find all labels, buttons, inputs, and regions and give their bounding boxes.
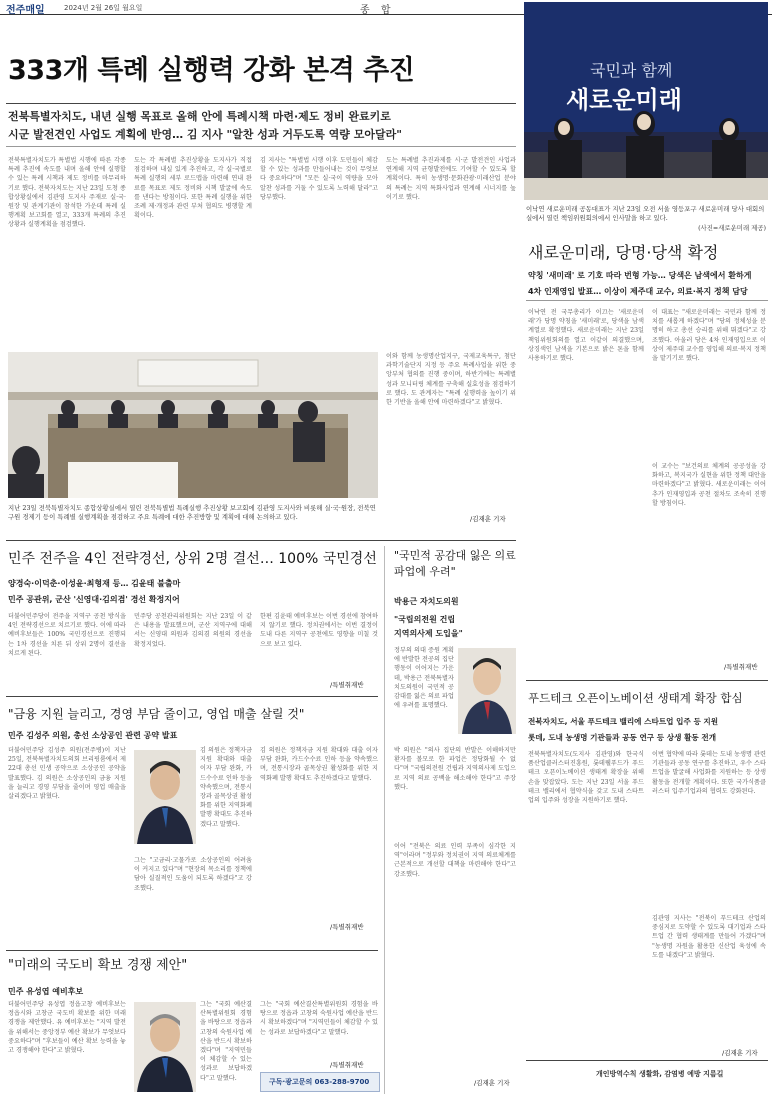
kim-body-col-2: 김 의원은 정책자금 지원 확대와 대출 이자 부담 완화, 카드수수료 인하 등을 약속했으며, 전통시장과 골목상권 활성화를 위한 지역화폐 발행 확대도 추진하겠다고 말했다. — [200, 747, 252, 828]
subscription-ad-text: 구독·광고문의 063-288-9700 — [269, 1078, 370, 1086]
portrait-image — [134, 750, 196, 844]
lead-headline: 333개 특례 실행력 강화 본격 추진 — [8, 55, 415, 86]
party-body-col-2: 이 대표는 "새로운미래는 국민과 함께 정치를 새롭게 하겠다"며 "당의 정체성을 분명히 하고 총선 승리를 위해 뛰겠다"고 강조했다. 아울러 당은 4차 인재영입으로 이상이 제주대 교수를 영입해 의료·복지 정책을 맡기기로 했다. — [652, 309, 766, 363]
future-body-col-2: 그는 "국회 예산결산특별위원회 경험을 바탕으로 정읍과 고창의 숙원사업 예산을 반드시 확보하겠다"며 "지역민들이 체감할 수 있는 성과로 보답하겠다"고 말했다. — [200, 1001, 252, 1082]
jeonju-names: 양경숙·이덕춘·이성윤·최형재 등… 김윤태 불출마 — [8, 579, 181, 588]
future-body-col-3: 그는 "국회 예산결산특별위원회 경험을 바탕으로 정읍과 고창의 숙원사업 예산을 반드시 확보하겠다"며 "지역민들이 체감할 수 있는 성과로 보답하겠다"고 말했다. — [260, 1001, 378, 1036]
divider — [526, 300, 768, 301]
foodtech-body-col-1: 전북특별자치도(도지사 김관영)와 한국식품산업클러스터진흥원, 롯데웰푸드가 푸드테크 오픈이노베이션 생태계 확장을 위해 손을 맞잡았다. 도는 지난 23일 서울 푸드테크 밸리에서 협약식을 갖고 도내 스타트업의 입주와 성장을 지원하기로 했다. — [528, 751, 644, 805]
party-subhead-1: 약칭 '새미래' 로 기호 따라 번형 가능… 당색은 남색에서 환하게 — [528, 271, 752, 280]
section-name: 종 합 — [360, 5, 395, 16]
lead-body-col-2: 도는 각 특례별 추진상황을 도지사가 직접 점검하며 내실 있게 추진하고, 각 실·국별로 특례 실행의 세부 로드맵을 마련해 연내 완료를 목표로 제도 정비와 시책 발굴에 속도를 낸다는 방침이다. 또한 특례 실행을 위한 조례 제·개정과 관련 부처 협의도 병행할 계획이다. — [134, 157, 252, 220]
jeonju-headline: 민주 전주을 4인 전략경선, 상위 2명 결선… 100% 국민경선 — [8, 551, 377, 567]
portrait-image — [458, 648, 516, 734]
future-body-col-1: 더불어민주당 유성엽 정읍고창 예비후보는 정읍시와 고창군 국도비 확보를 위한 미래 경쟁을 제안했다. 유 예비후보는 "지역 발전을 위해서는 중앙정부 예산 확보가 무엇보다 중요하다"며 "후보들이 예산 확보 능력을 놓고 경쟁해야 한다"고 밝혔다. — [8, 1001, 126, 1055]
jeonju-body-col-2: 민주당 공천관리위원회는 지난 23일 이 같은 내용을 발표했으며, 군산 지역구에 대해서는 신영대 의원과 김의겸 의원의 경선을 확정지었다. — [134, 613, 252, 648]
divider — [6, 950, 378, 951]
divider — [526, 680, 768, 681]
future-sub: 민주 유성엽 예비후보 — [8, 987, 84, 996]
kim-body-col-1: 더불어민주당 김성주 의원(전주병)이 지난 25일, 전북특별자치도의회 브리핑룸에서 제22대 총선 민생 공약으로 소상공인 공약을 발표했다. 김 의원은 소상공인의 금융 지원을 늘리고 경영 부담을 줄이며 영업 매출을 살리겠다고 밝혔다. — [8, 747, 126, 801]
park-sub-1: "국립의전원 건립 — [394, 615, 456, 624]
lead-photo-caption: 지난 23일 전북특별자치도 종합상황실에서 열린 전북특별법 특례실행 추진상황 보고회에 김관영 도지사와 비롯해 실·국·원장, 전북연구원 경제기 등이 특례별 실행계획을 점검하고 주요 특례에 대한 추진방향 및 계획에 대해 논의하고 있다. — [8, 504, 376, 521]
park-byline: /김재훈 기자 — [474, 1079, 510, 1087]
park-person: 박용근 자치도의원 — [394, 597, 459, 606]
portrait-image — [134, 1002, 196, 1092]
meeting-room-image — [8, 352, 378, 498]
lead-body-col-5: 이와 함께 농생명산업지구, 국제교육특구, 첨단과학기술단지 지정 등 주요 특례사업을 위한 중앙부처 협의를 진행 중이며, 하반기에는 특례별 성과 모니터링 체계를 구축해 실효성을 점검하기로 했다. 도 관계자는 "특례 실행력을 높이기 위한 기반을 올해 안에 마련하겠다"고 밝혔다. — [386, 353, 516, 407]
jeonju-body-col-1: 더불어민주당이 전주을 지역구 공천 방식을 4인 전략경선으로 치르기로 했다. 이에 따라 예비후보들은 100% 국민경선으로 진행되는 1차 경선을 치른 뒤 상위 2명이 결선을 치르게 된다. — [8, 613, 126, 657]
divider — [6, 696, 378, 697]
foodtech-sub-1: 전북자치도, 서울 푸드테크 밸리에 스타트업 입주 등 지원 — [528, 717, 719, 726]
health-campaign-caption: 개인방역수칙 생활화, 감염병 예방 지름길 — [596, 1070, 724, 1078]
park-sub-2: 지역의사제 도입을" — [394, 629, 463, 638]
jeonju-byline: /특별취재반 — [330, 681, 364, 689]
party-headline: 새로운미래, 당명·당색 확정 — [528, 243, 719, 262]
jeonju-sub: 민주 공관위, 군산 '신영대·김의겸' 경선 확정지어 — [8, 595, 180, 604]
park-portrait — [458, 648, 516, 734]
lead-subhead-1: 전북특별자치도, 내년 실행 목표로 올해 안에 특례시책 마련·제도 정비 완료키로 — [8, 110, 391, 123]
lead-body-col-1: 전북특별자치도가 특별법 시행에 따른 각종 특례 추진에 속도를 내며 올해 안에 실행할 수 있는 특례 시책과 제도 정비를 마무리하기로 했다. 전북자치도는 지난 23일 도청 종합상황실에서 김관영 도지사 주재로 실·국·원장 및 관계기관이 참석한 가운데 특례 실행계획 보고회를 열고, 333개 특례의 추진상황과 실행계획을 점검했다. — [8, 157, 126, 229]
paper-name: 전주매일 — [6, 5, 45, 16]
party-sign-line-1: 국민과 함께 — [590, 61, 673, 80]
party-body-col-3: 이 교수는 "보건의료 체계의 공공성을 강화하고, 복지국가 실현을 위한 정책 대안을 마련하겠다"고 밝혔다. 새로운미래는 이어 추가 인재영입과 공천 절차도 조속히 진행할 방침이다. — [652, 463, 766, 507]
park-body-col-3: 이어 "전북은 의료 인력 부족이 심각한 지역"이라며 "정부와 정치권이 지역 의료체계를 근본적으로 개선할 대책을 마련해야 한다"고 강조했다. — [394, 843, 516, 878]
kim-headline: "금융 지원 늘리고, 경영 부담 줄이고, 영업 매출 살릴 것" — [8, 707, 305, 721]
column-divider — [384, 546, 385, 1094]
foodtech-byline: /김재훈 기자 — [722, 1049, 758, 1057]
kim-portrait — [134, 750, 196, 844]
subscription-ad — [260, 1072, 380, 1092]
divider — [6, 146, 516, 147]
jeonju-body-col-3: 한편 김윤태 예비후보는 이번 경선에 참여하지 않기로 했다. 정치권에서는 이번 결정이 도내 다른 지역구 공천에도 영향을 미칠 것으로 보고 있다. — [260, 613, 378, 648]
foodtech-sub-2: 롯데, 도내 농생명 기관들과 공동 연구 등 상생 활동 전개 — [528, 733, 717, 742]
kim-byline: /특별취재반 — [330, 923, 364, 931]
lead-subhead-2: 시군 발전견인 사업도 계획에 반영… 김 지사 "알찬 성과 거두도록 역량 모아달라" — [8, 128, 402, 141]
future-byline: /특별취재반 — [330, 1061, 364, 1069]
issue-date: 2024년 2월 26일 월요일 — [64, 4, 143, 12]
foodtech-headline: 푸드테크 오픈이노베이션 생태계 확장 합심 — [528, 691, 743, 705]
party-body-col-1: 이낙연 전 국무총리가 이끄는 '새로운미래'가 당명 약칭을 '새미래'로, 당색을 남색 계열로 확정했다. 새로운미래는 지난 23일 책임위원회의를 열고 이같이 의결했으며, 상징색인 남색을 기본으로 밝은 톤을 함께 사용하기로 했다. — [528, 309, 644, 363]
future-headline: "미래의 국도비 확보 경쟁 제안" — [8, 958, 188, 973]
kim-body-col-4: 김 의원은 정책자금 지원 확대와 대출 이자 부담 완화, 카드수수료 인하 등을 약속했으며, 전통시장과 골목상권 활성화를 위한 지역화폐 발행 확대도 추진하겠다고 말했다. — [260, 747, 378, 782]
bottom-right-box — [526, 1060, 768, 1091]
divider — [6, 103, 516, 104]
park-body-col-2: 박 의원은 "의사 집단의 반발은 이해하지만 환자를 볼모로 한 파업은 정당화될 수 없다"며 "국립의전원 건립과 지역의사제 도입으로 지역 의료 공백을 해소해야 한다"고 주장했다. — [394, 747, 516, 791]
party-photo-caption: 이낙연 새로운미래 공동대표가 지난 23일 오전 서울 영등포구 새로운미래 당사 대회의실에서 열린 책임위원회의에서 인사말을 하고 있다. — [526, 205, 765, 222]
foodtech-body-col-2: 이번 협약에 따라 롯데는 도내 농생명 관련 기관들과 공동 연구를 추진하고, 우수 스타트업을 발굴해 사업화를 지원하는 등 상생 활동을 전개할 계획이다. 또한 국가식품클러스터 입주기업과의 협력도 강화된다. — [652, 751, 766, 795]
kim-sub: 민주 김성주 의원, 총선 소상공인 관련 공약 발표 — [8, 731, 178, 740]
party-byline: /특별취재반 — [724, 663, 758, 671]
lead-byline: /김재훈 기자 — [470, 515, 506, 523]
party-photo-credit: (사진=새로운미래 제공) — [698, 224, 766, 232]
park-body-col-1: 정부의 의대 증원 계획에 반발한 전공의 집단행동이 이어지는 가운데, 박용근 전북특별자치도의원이 국민적 공감대를 잃은 의료 파업에 우려를 표명했다. — [394, 647, 454, 710]
park-headline: "국민적 공감대 잃은 의료 파업에 우려" — [394, 549, 516, 578]
lead-photo — [8, 352, 378, 498]
yoo-portrait — [134, 1002, 196, 1092]
foodtech-body-col-3: 김관영 지사는 "전북이 푸드테크 산업의 중심지로 도약할 수 있도록 대기업과 스타트업 간 협력 생태계를 만들어 가겠다"며 "농생명 자원을 활용한 신산업 육성에 속도를 내겠다"고 밝혔다. — [652, 915, 766, 959]
lead-body-col-3: 김 지사는 "특별법 시행 이후 도민들이 체감할 수 있는 성과를 만들어내는 것이 무엇보다 중요하다"며 "모든 실·국이 역량을 모아 알찬 성과를 거둘 수 있도록 노력해 달라"고 당부했다. — [260, 157, 378, 201]
kim-body-col-3: 그는 "고금리·고물가로 소상공인의 어려움이 커지고 있다"며 "현장의 목소리를 정책에 담아 실질적인 도움이 되도록 하겠다"고 강조했다. — [134, 857, 252, 892]
party-sign-line-2: 새로운미래 — [566, 86, 682, 114]
party-subhead-2: 4차 인재영입 발표… 이상이 제주대 교수, 의료·복지 정책 담당 — [528, 287, 748, 296]
divider — [6, 540, 516, 541]
lead-body-col-4: 도는 특례별 추진과제를 시·군 발전견인 사업과 연계해 지역 균형발전에도 기여할 수 있도록 할 계획이다. 특히 농생명·문화관광·미래산업 분야의 특례는 지역 특화사업과 연계해 시너지를 높이기로 했다. — [386, 157, 516, 201]
